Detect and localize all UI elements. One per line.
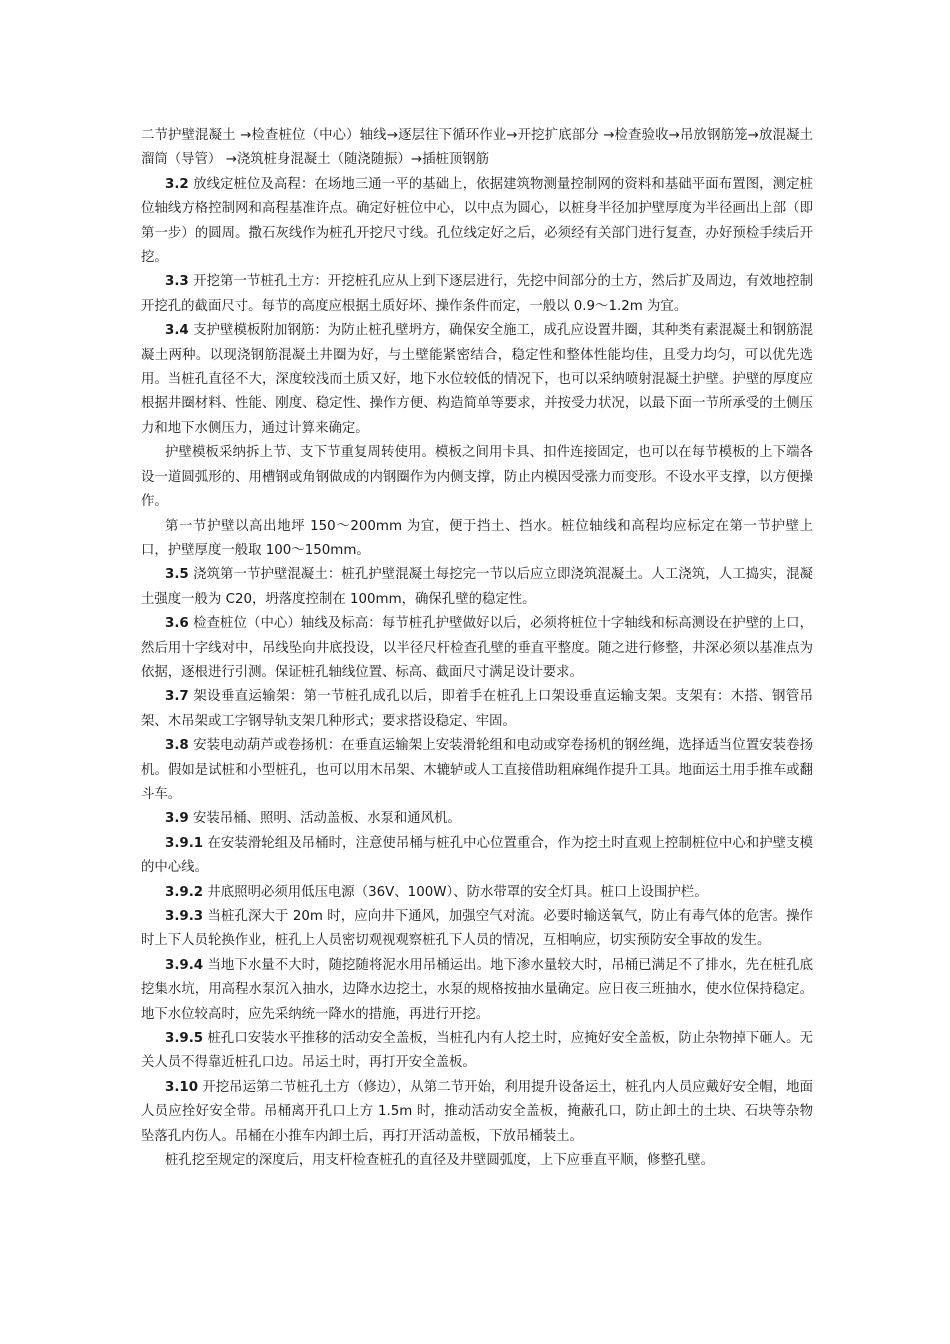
paragraph-text: 桩孔挖至规定的深度后，用支杆检查桩孔的直径及井壁圆弧度，上下应垂直平顺，修整孔壁。 — [165, 1153, 715, 1169]
paragraph-text: 架设垂直运输架：第一节桩孔成孔以后，即着手在桩孔上口架设垂直运输支架。支架有：木搭、钢管吊架、木吊架或工字钢导轨支架几种形式；要求搭设稳定、牢固。 — [141, 689, 814, 729]
section-3-4 — [141, 319, 813, 441]
paragraph-text: 当桩孔深大于 20m 时，应向井下通风，加强空气对流。必要时输送氧气，防止有毒气体的危害。操作时上下人员轮换作业，桩孔上人员密切观视观察桩孔下人员的情况，互相响应，切实预防安全事故的发生。 — [141, 909, 814, 949]
paragraph-text: 二节护壁混凝土 →检查桩位（中心）轴线→逐层往下循环作业→开挖扩底部分 →检查验收→吊放钢筋笼→放混凝土溜筒（导管） →浇筑桩身混凝土（随浇随振）→插桩顶钢筋 — [141, 128, 813, 168]
section-3-8 — [141, 734, 813, 807]
paragraph-text: 放线定桩位及高程：在场地三通一平的基础上，依据建筑物测量控制网的资料和基础平面布置图，测定桩位轴线方格控制网和高程基准许点。确定好桩位中心，以中点为圆心，以桩身半径加护壁厚度为半径画出上部（即第一步）的圆周。撒石灰线作为桩孔开挖尺寸线。孔位线定好之后，必须经有关部门进行复查，办好预检手续后开挖。 — [141, 176, 814, 266]
paragraph-text: 护壁模板采纳拆上节、支下节重复周转使用。模板之间用卡具、扣件连接固定，也可以在每节模板的上下端各设一道圆弧形的、用槽钢或角钢做成的内钢圈作为内侧支撑，防止内模因受涨力而变形。不设水平支撑，以方便操作。 — [141, 445, 813, 510]
paragraph-formwork — [141, 441, 813, 514]
paragraph-text: 在安装滑轮组及吊桶时，注意使吊桶与桩孔中心位置重合，作为挖土时直观上控制桩位中心和护壁支模的中心线。 — [141, 835, 813, 876]
paragraph-text: 桩孔口安装水平推移的活动安全盖板，当桩孔内有人挖土时，应掩好安全盖板，防止杂物掉下砸人。无关人员不得靠近桩孔口边。吊运土时，再打开安全盖板。 — [141, 1031, 813, 1071]
document-body — [141, 124, 813, 1173]
section-3-9-1 — [141, 832, 813, 881]
section-number: 3.10 — [165, 1079, 199, 1095]
paragraph-text: 检查桩位（中心）轴线及标高：每节桩孔护壁做好以后，必须将桩位十字轴线和标高测设在护壁的上口，然后用十字线对中，吊线坠向井底投设，以半径尺杆检查孔壁的垂直平整度。随之进行修整，井深必须以基准点为依据，逐根进行引测。保证桩孔轴线位置、标高、截面尺寸满足设计要求。 — [141, 616, 814, 680]
section-number: 3.9.1 — [165, 835, 204, 851]
paragraph-text: 开挖吊运第二节桩孔土方（修边），从第二节开始，利用提升设备运土，桩孔内人员应戴好安全帽，地面人员应拴好安全带。吊桶离开孔口上方 1.5m 时，推动活动安全盖板，掩蔽孔口，防止卸土的土块、石块等杂物坠落孔内伤人。吊桶在小推车内卸土后，再打开活动盖板，下放吊桶装土。 — [141, 1079, 813, 1144]
paragraph-text: 井底照明必须用低压电源（36V、100W）、防水带罩的安全灯具。桩口上设围护栏。 — [207, 884, 708, 900]
paragraph-text: 第一节护壁以高出地坪 150～200mm 为宜，便于挡土、挡水。桩位轴线和高程均应标定在第一节护壁上口，护壁厚度一般取 100～150mm。 — [141, 518, 813, 558]
section-3-9-2 — [141, 881, 813, 905]
section-number: 3.6 — [165, 616, 189, 632]
paragraph-text: 支护壁模板附加钢筋：为防止桩孔壁坍方，确保安全施工，成孔应设置井圈，其种类有素混凝土和钢筋混凝土两种。以现浇钢筋混凝土井圈为好，与土壁能紧密结合，稳定性和整体性能均佳，且受力均匀，可以优先选用。当桩孔直径不大，深度较浅而土质又好，地下水位较低的情况下，也可以采纳喷射混凝土护壁。护壁的厚度应根据井圈材料、性能、刚度、稳定性、操作方便、构造简单等要求，并按受力状况，以最下面一节所承受的土侧压力和地下水侧压力，通过计算来确定。 — [141, 323, 814, 436]
paragraph-text: 当地下水量不大时，随挖随将泥水用吊桶运出。地下渗水量较大时，吊桶已满足不了排水，先在桩孔底挖集水坑，用高程水泵沉入抽水，边降水边挖土，水泵的规格按抽水量确定。应日夜三班抽水，使水位保持稳定。地下水位较高时，应先采纳统一降水的措施，再进行开挖。 — [141, 957, 813, 1022]
section-3-9-4 — [141, 954, 813, 1027]
section-3-9 — [141, 807, 813, 831]
section-number: 3.9.5 — [165, 1031, 204, 1047]
paragraph-first-wall — [141, 515, 813, 564]
paragraph-text: 安装电动葫芦或卷扬机：在垂直运输架上安装滑轮组和电动或穿卷扬机的钢丝绳，选择适当位置安装卷扬机。假如是试桩和小型桩孔，也可以用木吊架、木辘轳或人工直接借助粗麻绳作提升工具。地面运土用手推车或翻斗车。 — [141, 738, 814, 802]
section-number: 3.9 — [165, 811, 189, 827]
section-3-5 — [141, 563, 813, 612]
section-3-9-3 — [141, 905, 813, 954]
section-number: 3.4 — [165, 323, 189, 339]
section-number: 3.8 — [165, 738, 189, 754]
section-number: 3.7 — [165, 689, 189, 705]
section-number: 3.5 — [165, 567, 189, 583]
paragraph-text: 开挖第一节桩孔土方：开挖桩孔应从上到下逐层进行，先挖中间部分的土方，然后扩及周边，有效地控制开挖孔的截面尺寸。每节的高度应根据土质好坏、操作条件而定，一般以 0.9～1.2m 为宜。 — [141, 274, 814, 314]
section-number: 3.3 — [165, 274, 189, 290]
paragraph-process-flow — [141, 124, 813, 173]
section-number: 3.9.3 — [165, 909, 204, 924]
paragraph-final-check — [141, 1149, 813, 1173]
section-3-2 — [141, 173, 813, 271]
section-number: 3.9.2 — [165, 884, 204, 900]
paragraph-text: 浇筑第一节护壁混凝土：桩孔护壁混凝土每挖完一节以后应立即浇筑混凝土。人工浇筑，人工捣实，混凝土强度一般为 C20，坍落度控制在 100mm，确保孔壁的稳定性。 — [141, 567, 814, 607]
section-3-10 — [141, 1076, 813, 1149]
section-3-7 — [141, 685, 813, 734]
section-number: 3.9.4 — [165, 957, 204, 973]
section-3-6 — [141, 612, 813, 685]
section-3-9-5 — [141, 1027, 813, 1076]
section-number: 3.2 — [165, 176, 189, 192]
paragraph-text: 安装吊桶、照明、活动盖板、水泵和通风机。 — [193, 811, 461, 827]
section-3-3 — [141, 270, 813, 319]
